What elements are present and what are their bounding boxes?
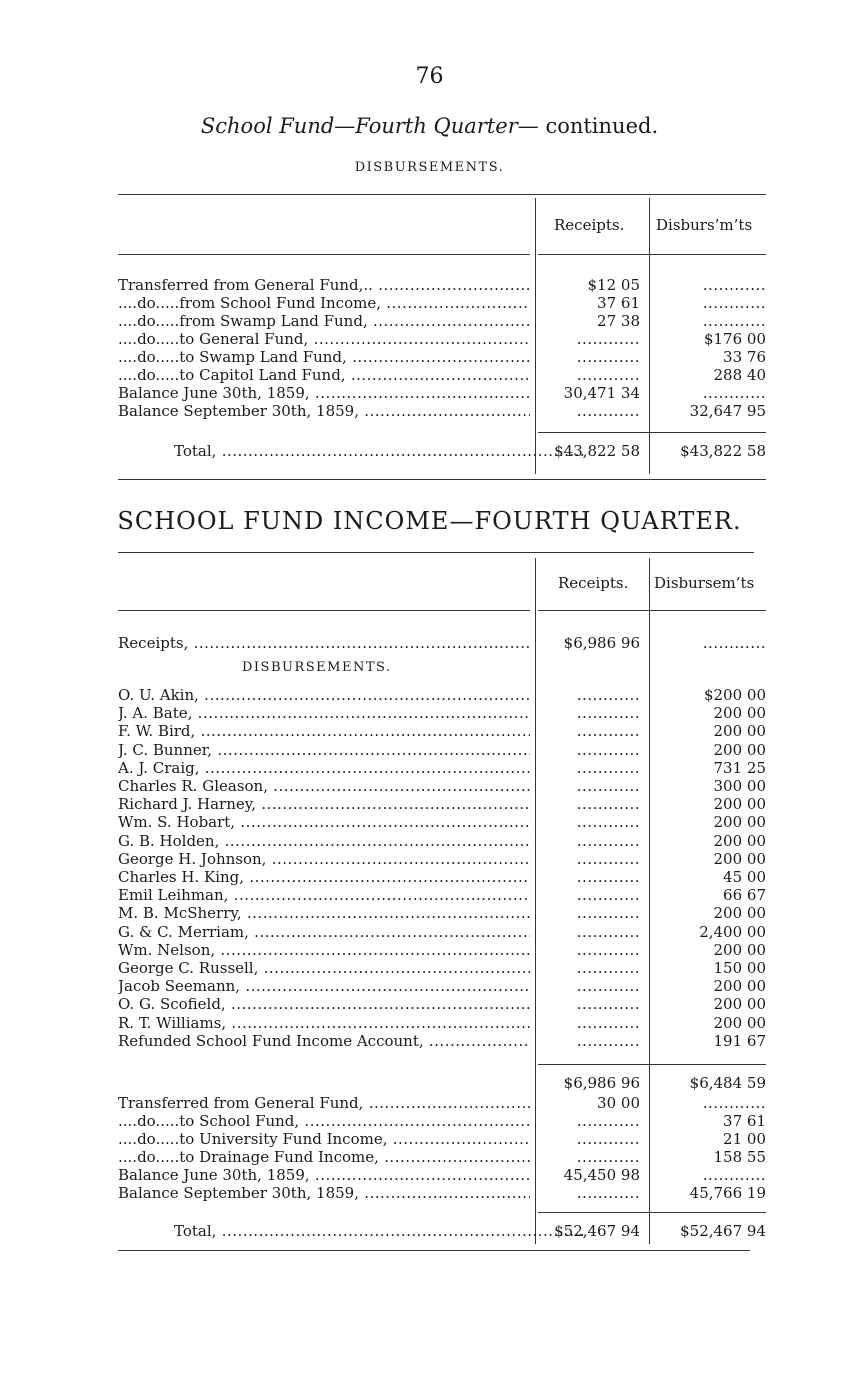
row-label: George H. Johnson, .....	[118, 850, 530, 868]
receipts-disb-empty	[654, 634, 766, 652]
row-disbursements: 45,766 19	[689, 1184, 766, 1202]
row-label: Balance June 30th, 1859, .....	[118, 384, 530, 402]
row-label: Balance September 30th, 1859, .....	[118, 1184, 530, 1202]
section2-title: SCHOOL FUND INCOME—FOURTH QUARTER.	[117, 507, 742, 535]
table-row	[118, 759, 766, 777]
row-receipts	[540, 904, 640, 922]
row-disbursements	[654, 294, 766, 312]
row-disbursements	[654, 1166, 766, 1184]
col-disbursements-header: Disbursem’ts	[654, 574, 755, 592]
row-receipts	[540, 868, 640, 886]
row-receipts	[540, 813, 640, 831]
row-label: A. J. Craig, .....	[118, 759, 530, 777]
row-disbursements: 150 00	[713, 959, 766, 977]
table-row	[118, 312, 766, 330]
row-receipts	[540, 366, 640, 384]
row-label: J. C. Bunner, .....	[118, 741, 530, 759]
row-receipts	[540, 330, 640, 348]
row-receipts	[540, 832, 640, 850]
rule	[118, 254, 530, 255]
table-row	[118, 1032, 766, 1050]
row-receipts: $12 05	[587, 276, 640, 294]
row-label: J. A. Bate, .....	[118, 704, 530, 722]
row-label: ....do.....to General Fund, .....	[118, 330, 530, 348]
total-label: Total, .....	[118, 1222, 586, 1240]
row-receipts	[540, 977, 640, 995]
total-row	[118, 442, 766, 460]
row-receipts: 30 00	[597, 1094, 640, 1112]
table-row	[118, 402, 766, 420]
section2-subtitle: DISBURSEMENTS.	[242, 660, 392, 675]
row-disbursements: 200 00	[713, 704, 766, 723]
section1-title	[0, 114, 859, 138]
rule	[118, 552, 754, 553]
row-disbursements: $200 00	[703, 686, 766, 704]
table-row	[118, 904, 766, 922]
table-row	[118, 941, 766, 959]
row-label: Charles H. King, .....	[118, 868, 530, 886]
rule	[538, 1212, 766, 1213]
col-disbursements-header: Disburs’m’ts	[656, 216, 753, 234]
rule	[118, 194, 766, 195]
table-row	[118, 294, 766, 312]
row-receipts: 27 38	[597, 312, 640, 330]
row-receipts	[540, 759, 640, 777]
col-receipts-header: Receipts.	[554, 216, 625, 234]
row-disbursements: 200 00	[713, 849, 766, 868]
rule	[118, 479, 766, 480]
total-receipts: $43,822 58	[554, 442, 640, 460]
row-receipts	[540, 402, 640, 420]
row-receipts	[540, 686, 640, 704]
row-label: Charles R. Gleason, .....	[118, 777, 530, 795]
table-row	[118, 850, 766, 868]
row-disbursements: 200 00	[713, 995, 766, 1014]
section1-title-italic: School Fund—Fourth Quarter—	[200, 114, 539, 138]
subtotal-disbursements: $6,484 59	[689, 1074, 766, 1092]
row-receipts	[540, 1184, 640, 1202]
table-row	[118, 1166, 766, 1184]
table-row	[118, 813, 766, 831]
row-disbursements: 21 00	[723, 1130, 766, 1148]
table-row	[118, 868, 766, 886]
row-label: O. U. Akin, .....	[118, 686, 530, 704]
row-receipts	[540, 923, 640, 941]
table-row	[118, 832, 766, 850]
row-disbursements: 37 61	[723, 1112, 766, 1130]
table-row	[118, 1014, 766, 1032]
total-label: Total, .....	[118, 442, 586, 460]
section1-subtitle: DISBURSEMENTS.	[354, 160, 505, 175]
row-disbursements: 66 67	[723, 886, 766, 905]
row-label: ....do.....from School Fund Income, .....	[118, 294, 530, 312]
row-label: Richard J. Harney, .....	[118, 795, 530, 813]
table-row	[118, 777, 766, 795]
table-row	[118, 366, 766, 384]
receipts-row	[118, 634, 766, 652]
row-disbursements: 200 00	[713, 940, 766, 959]
row-receipts	[540, 777, 640, 795]
row-label: Balance June 30th, 1859, .....	[118, 1166, 530, 1184]
table-row	[118, 1130, 766, 1148]
table-row	[118, 722, 766, 740]
subtotal-receipts: $6,986 96	[563, 1074, 640, 1092]
row-label: ....do.....to Swamp Land Fund, .....	[118, 348, 530, 366]
row-disbursements: $176 00	[703, 330, 766, 348]
row-disbursements: 33 76	[723, 348, 766, 366]
rule	[538, 1064, 766, 1065]
row-label: Wm. Nelson, .....	[118, 941, 530, 959]
table-row	[118, 886, 766, 904]
row-disbursements: 2,400 00	[699, 922, 766, 941]
table-row	[118, 384, 766, 402]
row-label: Transferred from General Fund,.. .....	[118, 276, 530, 294]
row-receipts	[540, 959, 640, 977]
row-disbursements: 200 00	[713, 722, 766, 741]
row-receipts	[540, 1130, 640, 1148]
row-receipts	[540, 704, 640, 722]
row-disbursements: 200 00	[713, 795, 766, 814]
row-disbursements: 200 00	[713, 1013, 766, 1032]
table-row	[118, 704, 766, 722]
table-row	[118, 330, 766, 348]
row-receipts	[540, 741, 640, 759]
row-label: ....do.....to School Fund, .....	[118, 1112, 530, 1130]
row-disbursements: 45 00	[723, 868, 766, 886]
section1-title-rest: continued.	[538, 114, 659, 138]
row-receipts: 30,471 34	[563, 384, 640, 402]
row-label: G. & C. Merriam, .....	[118, 923, 530, 941]
row-label: George C. Russell, .....	[118, 959, 530, 977]
table-row	[118, 348, 766, 366]
row-label: Refunded School Fund Income Account, .....	[118, 1032, 530, 1050]
table-row	[118, 977, 766, 995]
row-receipts: 37 61	[597, 294, 640, 312]
row-disbursements: 158 55	[713, 1148, 766, 1166]
table-row	[118, 1112, 766, 1130]
table-row	[118, 959, 766, 977]
page-number: 76	[415, 64, 444, 89]
row-label: Transferred from General Fund, .....	[118, 1094, 530, 1112]
table-row	[118, 1148, 766, 1166]
receipts-amount: $6,986 96	[563, 634, 640, 652]
row-disbursements	[654, 1094, 766, 1112]
row-disbursements: 288 40	[713, 366, 766, 384]
table-row	[118, 1184, 766, 1202]
row-disbursements: 200 00	[713, 740, 766, 759]
row-disbursements: 200 00	[713, 813, 766, 832]
row-receipts	[540, 850, 640, 868]
section1-table	[118, 190, 766, 480]
row-label: ....do.....from Swamp Land Fund, .....	[118, 312, 530, 330]
row-disbursements: 200 00	[713, 904, 766, 923]
row-label: ....do.....to Capitol Land Fund, .....	[118, 366, 530, 384]
table-row	[118, 686, 766, 704]
rule	[538, 254, 766, 255]
rule	[118, 610, 530, 611]
rule	[538, 432, 766, 433]
table-row	[118, 276, 766, 294]
row-disbursements: 200 00	[713, 831, 766, 850]
table-row	[118, 995, 766, 1013]
row-label: G. B. Holden, .....	[118, 832, 530, 850]
rule	[118, 1250, 750, 1251]
row-disbursements: 731 25	[713, 758, 766, 777]
row-receipts	[540, 795, 640, 813]
table-row	[118, 741, 766, 759]
row-disbursements: 200 00	[713, 977, 766, 996]
row-receipts	[540, 1032, 640, 1050]
table-row	[118, 795, 766, 813]
row-label: ....do.....to University Fund Income, .....	[118, 1130, 530, 1148]
row-label: ....do.....to Drainage Fund Income, .....	[118, 1148, 530, 1166]
row-disbursements	[654, 384, 766, 402]
row-disbursements	[654, 312, 766, 330]
subtotal-row	[118, 1074, 766, 1092]
total-disbursements: $52,467 94	[680, 1222, 766, 1240]
row-receipts: 45,450 98	[563, 1166, 640, 1184]
row-label: Balance September 30th, 1859, .....	[118, 402, 530, 420]
total-row	[118, 1222, 766, 1240]
row-receipts	[540, 1112, 640, 1130]
row-disbursements: 191 67	[713, 1031, 766, 1050]
rule	[538, 610, 766, 611]
row-disbursements: 32,647 95	[689, 402, 766, 420]
total-receipts: $52,467 94	[554, 1222, 640, 1240]
row-label: F. W. Bird, .....	[118, 722, 530, 740]
row-receipts	[540, 722, 640, 740]
table-row	[118, 923, 766, 941]
row-receipts	[540, 348, 640, 366]
row-label: M. B. McSherry, .....	[118, 904, 530, 922]
row-label: Jacob Seemann, .....	[118, 977, 530, 995]
row-receipts	[540, 886, 640, 904]
row-label: Emil Leihman, .....	[118, 886, 530, 904]
row-receipts	[540, 941, 640, 959]
row-label: Wm. S. Hobart, .....	[118, 813, 530, 831]
receipts-label: Receipts, .....	[118, 634, 530, 652]
table-row	[118, 1094, 766, 1112]
section2-table	[118, 552, 766, 1254]
row-receipts	[540, 1148, 640, 1166]
row-disbursements: 300 00	[713, 777, 766, 795]
row-label: R. T. Williams, .....	[118, 1014, 530, 1032]
row-label: O. G. Scofield, .....	[118, 995, 530, 1013]
row-receipts	[540, 995, 640, 1013]
row-disbursements	[654, 276, 766, 294]
row-receipts	[540, 1014, 640, 1032]
col-receipts-header: Receipts.	[558, 574, 629, 592]
total-disbursements: $43,822 58	[680, 442, 766, 460]
